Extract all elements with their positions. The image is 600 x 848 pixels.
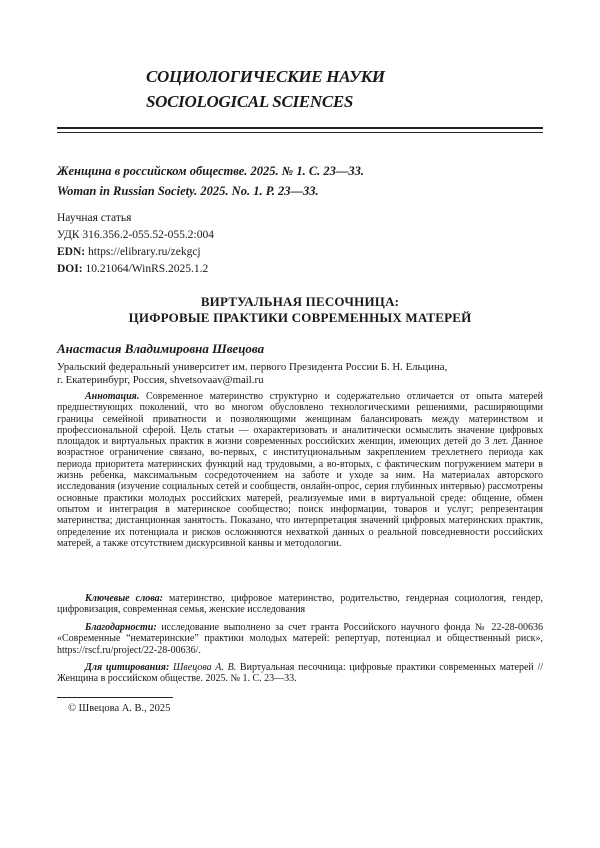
citation-text: Виртуальная песочница: цифровые практики современных матерей // Женщина в российском обществе. 2025. № 1. С. 23—33.: [57, 662, 543, 684]
journal-ref-ru: Женщина в российском обществе. 2025. № 1. С. 23—33.: [57, 164, 364, 179]
header-rule-thin: [57, 132, 543, 133]
article-title-line2: ЦИФРОВЫЕ ПРАКТИКИ СОВРЕМЕННЫХ МАТЕРЕЙ: [57, 310, 543, 326]
acknowledgments-label: Благодарности:: [85, 622, 157, 633]
footnote-rule: [57, 697, 173, 698]
udk: УДК 316.356.2-055.52-055.2:004: [57, 229, 214, 241]
journal-ref-en: Woman in Russian Society. 2025. No. 1. P. 23—33.: [57, 184, 319, 199]
edn-link[interactable]: https://elibrary.ru/zekgcj: [88, 246, 201, 258]
abstract: [57, 391, 543, 549]
citation: [57, 662, 543, 685]
citation-author: Швецова А. В.: [169, 662, 236, 673]
acknowledgments-text: исследование выполнено за счет гранта Российского научного фонда № 22-28-00636 «Современные “нематеринские” практики молодых матерей: репертуар, потенциал и общественный риск», https://rscf.ru/project/22-28-00636/.: [57, 622, 543, 656]
edn-label: EDN:: [57, 246, 85, 258]
abstract-label: Аннотация.: [85, 391, 139, 402]
copyright: © Швецова А. В., 2025: [68, 703, 170, 714]
abstract-text: Современное материнство структурно и содержательно отличается от опыта матерей предшествующих поколений, что во многом обусловлено технологическими решениями, расширяющими границы семейной приватности и позволяющими женщинам балансировать между материнством и профессиональной сферой. Цель статьи — охарактеризовать и аналитически осмыслить значение цифровых площадок и виртуальных практик в жизни современных российских женщин, имеющих детей до 3 лет. Данное возрастное ограничение связано, во-первых, с институциональным закреплением трехлетнего периода как периода приоритета материнских функций над трудовыми, а во-вторых, с фактическим погружением матери в жизнь ребенка, максимальным сосредоточением на заботе и уходе за ним. На материалах авторского исследования (изучение социальных сетей и сообществ, онлайн-опрос, серия глубинных интервью) рассмотрены основные практики молодых российских матерей, реализуемые ими в виртуальной среде: общение, обмен опытом и интеграция в материнское сообщество; поиск информации, товаров и услуг; репрезентация материнства; дистанционная занятость. Показано, что интерпретация значений цифровых материнских практик, определение их потенциала и рисков осложняются нехваткой данных о реальной повседневности российских матерей, а также отсутствием дискурсивной канвы и методологии.: [57, 391, 543, 549]
citation-label: Для цитирования:: [85, 662, 169, 673]
article-type: Научная статья: [57, 212, 131, 224]
section-title-ru: СОЦИОЛОГИЧЕСКИЕ НАУКИ: [146, 67, 385, 87]
acknowledgments: [57, 622, 543, 656]
author-name: Анастасия Владимировна Швецова: [57, 341, 264, 357]
affiliation-line1: Уральский федеральный университет им. первого Президента России Б. Н. Ельцина,: [57, 361, 447, 374]
section-title-en: SOCIOLOGICAL SCIENCES: [146, 92, 353, 112]
article-title-line1: ВИРТУАЛЬНАЯ ПЕСОЧНИЦА:: [57, 294, 543, 310]
doi-link[interactable]: 10.21064/WinRS.2025.1.2: [85, 263, 208, 275]
affiliation-line2: г. Екатеринбург, Россия, shvetsovaav@mail.ru: [57, 374, 447, 387]
doi-label: DOI:: [57, 263, 83, 275]
doi-line: [57, 263, 208, 275]
affiliation: [57, 361, 447, 387]
header-rule-thick: [57, 127, 543, 129]
keywords: [57, 593, 543, 616]
keywords-label: Ключевые слова:: [85, 593, 163, 604]
edn-line: [57, 246, 201, 258]
keywords-text: материнство, цифровое материнство, родительство, гендерная социология, гендер, цифровизация, современная семья, женские исследования: [57, 593, 543, 615]
